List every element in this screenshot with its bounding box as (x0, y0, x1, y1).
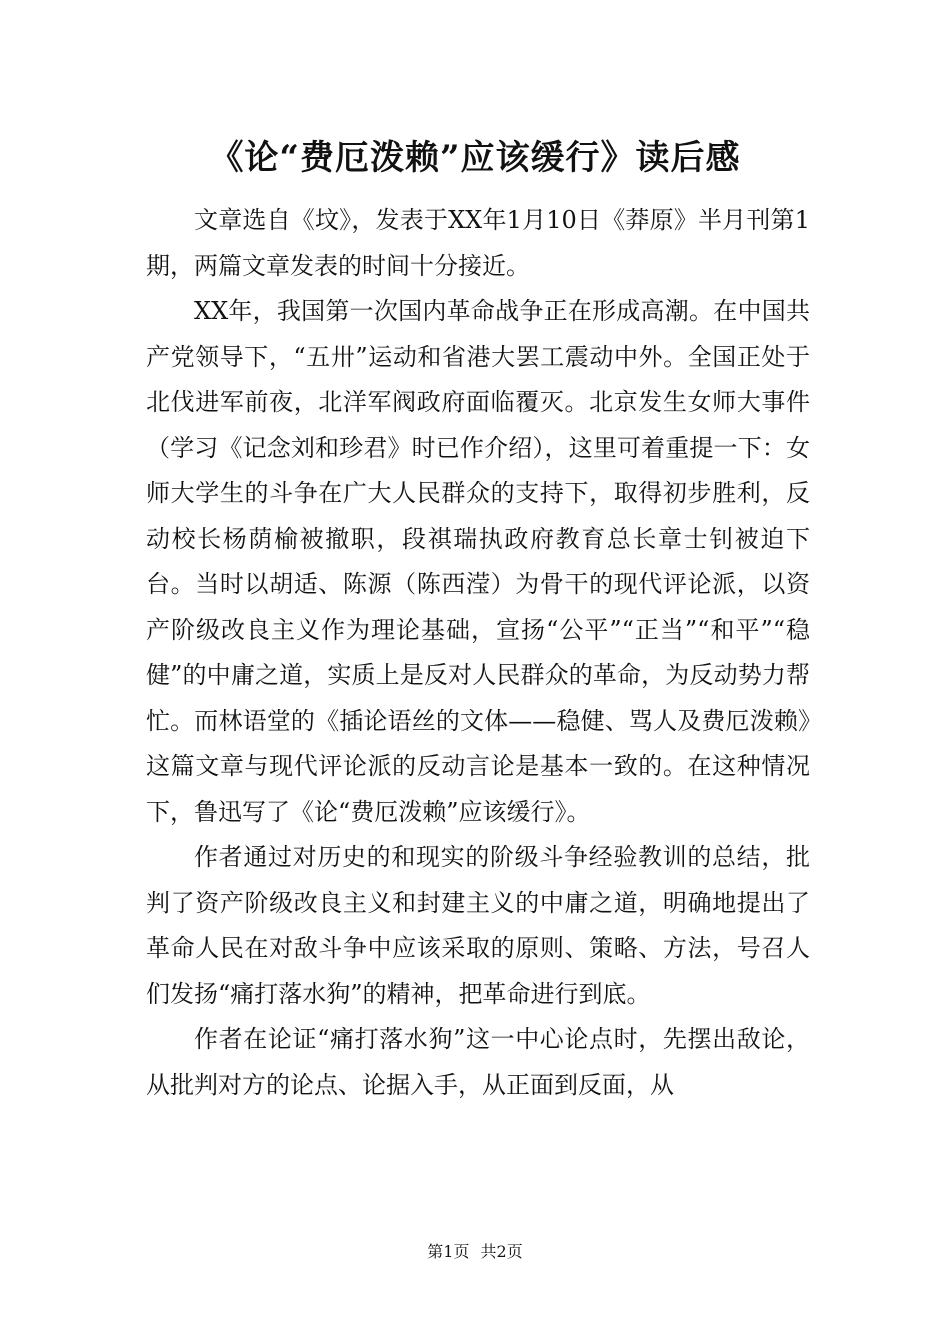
page-number: 第1页 (427, 1242, 470, 1261)
document-body (146, 198, 810, 1108)
page-total: 共2页 (480, 1242, 523, 1261)
paragraph-4: 作者在论证“痛打落水狗”这一中心论点时，先摆出敌论，从批判对方的论点、论据入手，从正面到反面，从 (146, 1025, 810, 1099)
document-title: 《论“费厄泼赖”应该缓行》读后感 (209, 138, 741, 178)
paragraph-1: 文章选自《坟》，发表于XX年1月10日《莽原》半月刊第1期，两篇文章发表的时间十分接近。 (146, 206, 810, 280)
page-footer (0, 1240, 950, 1264)
paragraph-2: XX年，我国第一次国内革命战争正在形成高潮。在中国共产党领导下，“五卅”运动和省港大罢工震动中外。全国正处于北伐进军前夜，北洋军阀政府面临覆灭。北京发生女师大事件（学习《记念刘和珍君》时已作介绍），这里可着重提一下：女师大学生的斗争在广大人民群众的支持下，取得初步胜利，反动校长杨荫榆被撤职，段祺瑞执政府教育总长章士钊被迫下台。当时以胡适、陈源（陈西滢）为骨干的现代评论派，以资产阶级改良主义作为理论基础，宣扬“公平”“正当”“和平”“稳健”的中庸之道，实质上是反对人民群众的革命，为反动势力帮忙。而林语堂的《插论语丝的文体——稳健、骂人及费厄泼赖》这篇文章与现代评论派的反动言论是基本一致的。在这种情况下，鲁迅写了《论“费厄泼赖”应该缓行》。 (146, 297, 810, 826)
paragraph-3: 作者通过对历史的和现实的阶级斗争经验教训的总结，批判了资产阶级改良主义和封建主义的中庸之道，明确地提出了革命人民在对敌斗争中应该采取的原则、策略、方法，号召人们发扬“痛打落水狗”的精神，把革命进行到底。 (146, 843, 810, 1008)
